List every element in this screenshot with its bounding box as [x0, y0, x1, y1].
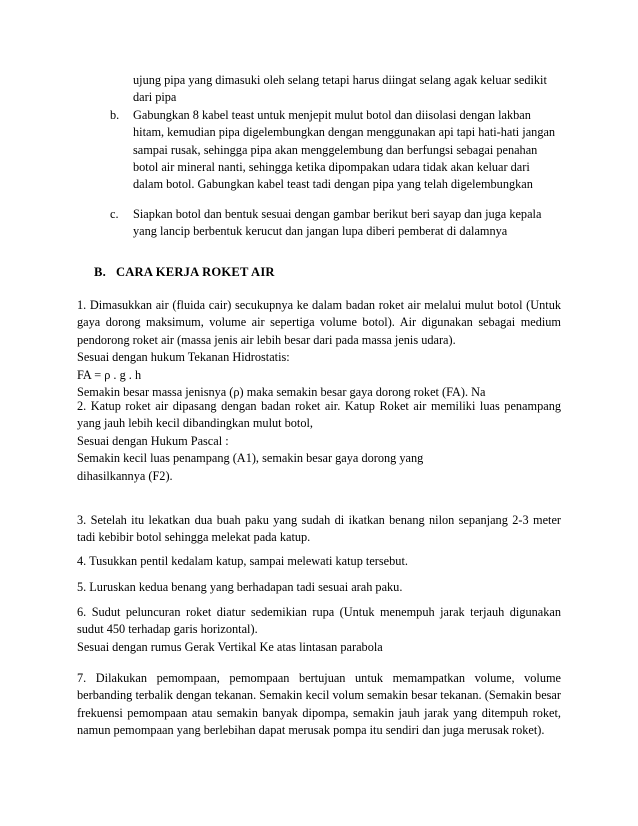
paragraph-5	[77, 579, 561, 596]
section-heading	[94, 264, 275, 281]
paragraph-text: 2. Katup roket air dipasang dengan badan roket air. Katup Roket air memiliki luas penampang yang jauh lebih kecil dibandingkan mulut botol,	[77, 399, 561, 431]
paragraph-text: 5. Luruskan kedua benang yang berhadapan tadi sesuai arah paku.	[77, 580, 403, 594]
list-item-text: Siapkan botol dan bentuk sesuai dengan gambar berikut beri sayap dan juga kepala yang lancip berbentuk kerucut dan jangan lupa diberi pemberat di dalamnya	[133, 206, 542, 239]
paragraph-text: 3. Setelah itu lekatkan dua buah paku yang sudah di ikatkan benang nilon sepanjang 2-3 meter tadi kebibir botol sehingga melekat pada katup.	[77, 513, 561, 545]
list-item	[110, 206, 560, 241]
list-item	[110, 72, 560, 107]
paragraph-6	[77, 604, 561, 656]
paragraph-text: 4. Tusukkan pentil kedalam katup, sampai melewati katup tersebut.	[77, 554, 408, 568]
list-marker: b.	[110, 107, 120, 122]
paragraph-line: Semakin kecil luas penampang (A1), semakin besar gaya dorong yang	[77, 451, 424, 466]
list-marker: c.	[110, 206, 119, 221]
paragraph-text: 1. Dimasukkan air (fluida cair) secukupnya ke dalam badan roket air melalui mulut botol (Untuk gaya dorong maksimum, volume air sepertiga volume botol). Air digunakan sebagai medium pendorong roket air (massa jenis air lebih besar dari pada massa jenis udara).	[77, 298, 561, 347]
list-item-text: ujung pipa yang dimasuki oleh selang tetapi harus diingat selang agak keluar sedikit dari pipa	[133, 73, 547, 105]
paragraph-line: FA = ρ . g . h	[77, 367, 142, 382]
paragraph-line: Sesuai dengan rumus Gerak Vertikal Ke atas lintasan parabola	[77, 639, 383, 654]
paragraph-line: Sesuai dengan Hukum Pascal :	[77, 433, 229, 448]
list-item	[110, 107, 560, 194]
paragraph-line: dihasilkannya (F2).	[77, 468, 173, 483]
paragraph-line: Sesuai dengan hukum Tekanan Hidrostatis:	[77, 350, 290, 365]
paragraph-2	[77, 398, 561, 485]
list-item-text: Gabungkan 8 kabel teast untuk menjepit mulut botol dan diisolasi dengan lakban hitam, kemudian pipa digelembungkan dengan menggunakan api tapi hati-hati jangan sampai rusak, sehingga pipa akan menggelembung dan berfungsi sebagai penahan botol air mineral nanti, sehingga ketika dipompakan udara tidak akan keluar dari dalam botol. Gabungkan kabel teast tadi dengan pipa yang telah digelembungkan	[133, 107, 556, 192]
paragraph-text: 6. Sudut peluncuran roket diatur sedemikian rupa (Untuk menempuh jarak terjauh digunakan sudut 450 terhadap garis horizontal).	[77, 605, 561, 637]
section-number: B.	[94, 265, 106, 279]
paragraph-1	[77, 297, 561, 401]
paragraph-7	[77, 670, 561, 740]
paragraph-text: 7. Dilakukan pemompaan, pemompaan bertujuan untuk memampatkan volume, volume berbanding terbalik dengan tekanan. Semakin kecil volum semakin besar tekanan. (Semakin besar frekuensi pemompaan atau semakin banyak dipompa, semakin jauh jarak yang ditempuh roket, namun pemompaan yang berlebihan dapat merusak pompa itu sendiri dan juga merusak roket).	[77, 671, 561, 738]
paragraph-line: Semakin besar massa jenisnya (ρ) maka semakin besar gaya dorong roket (FA). Na	[77, 385, 486, 400]
section-title: CARA KERJA ROKET AIR	[115, 265, 275, 279]
paragraph-3	[77, 512, 561, 547]
paragraph-4	[77, 553, 561, 570]
steps-list	[110, 72, 560, 241]
